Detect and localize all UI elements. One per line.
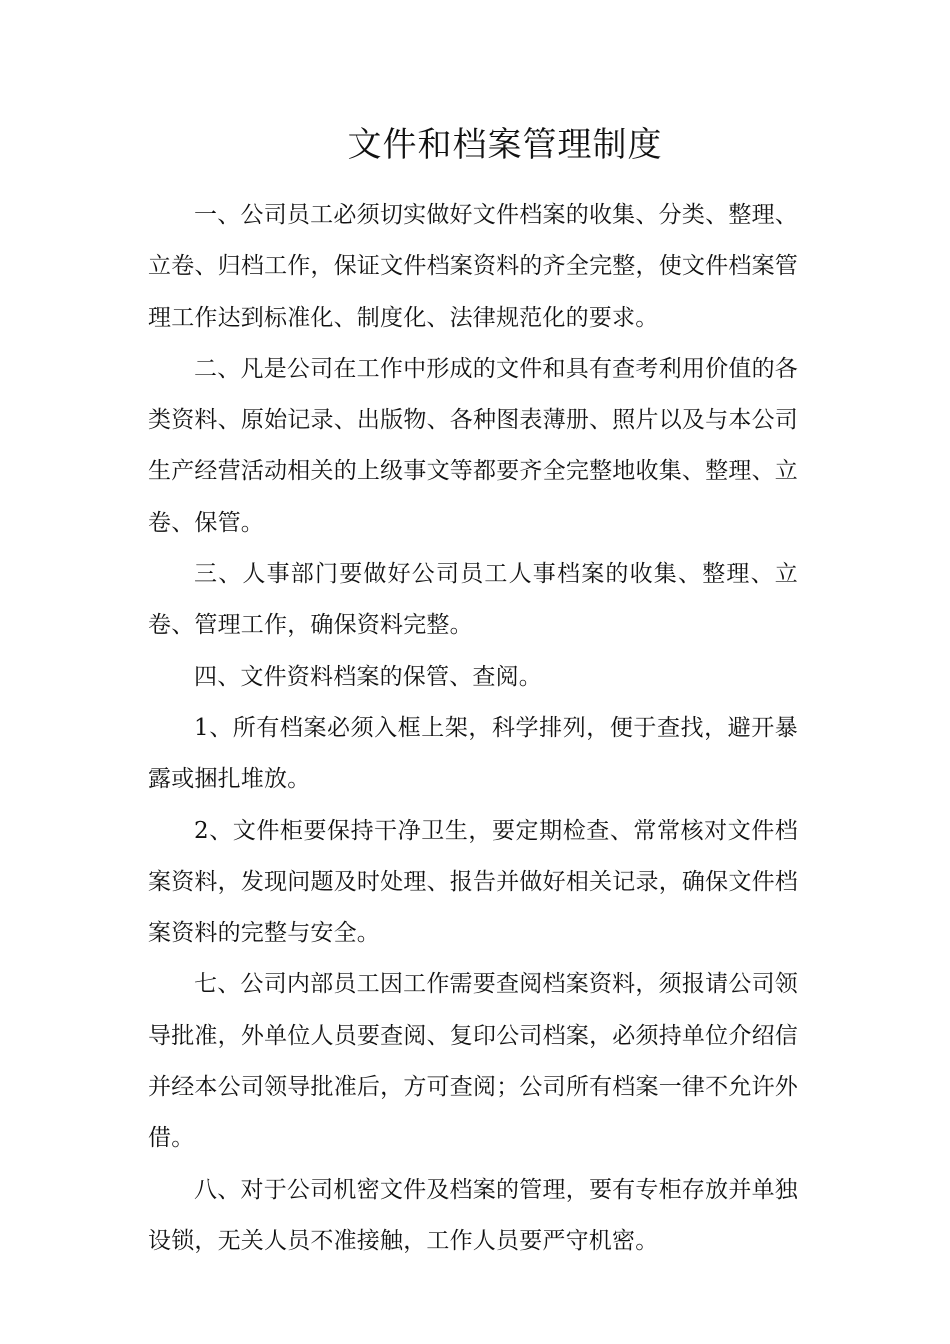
- paragraph-6: 2、文件柜要保持干净卫生，要定期检查、常常核对文件档案资料，发现问题及时处理、报告并做好相关记录，确保文件档案资料的完整与安全。: [148, 817, 798, 947]
- paragraph-7: 七、公司内部员工因工作需要查阅档案资料，须报请公司领导批准，外单位人员要查阅、复印公司档案，必须持单位介绍信并经本公司领导批准后，方可查阅；公司所有档案一律不允许外借。: [148, 971, 798, 1152]
- paragraph-4: 四、文件资料档案的保管、查阅。: [194, 663, 542, 690]
- document-body: [148, 190, 798, 1267]
- paragraph-8: 八、对于公司机密文件及档案的管理，要有专柜存放并单独设锁，无关人员不准接触，工作人员要严守机密。: [148, 1176, 798, 1254]
- paragraph-2: 二、凡是公司在工作中形成的文件和具有查考利用价值的各类资料、原始记录、出版物、各种图表薄册、照片以及与本公司生产经营活动相关的上级事文等都要齐全完整地收集、整理、立卷、保管。: [148, 355, 798, 536]
- paragraph-3: 三、人事部门要做好公司员工人事档案的收集、整理、立卷、管理工作，确保资料完整。: [148, 561, 798, 639]
- document-title: 文件和档案管理制度: [347, 125, 663, 165]
- paragraph-1: 一、公司员工必须切实做好文件档案的收集、分类、整理、立卷、归档工作，保证文件档案资料的齐全完整，使文件档案管理工作达到标准化、制度化、法律规范化的要求。: [148, 202, 798, 331]
- paragraph-5: 1、所有档案必须入框上架，科学排列，便于查找，避开暴露或捆扎堆放。: [148, 714, 798, 793]
